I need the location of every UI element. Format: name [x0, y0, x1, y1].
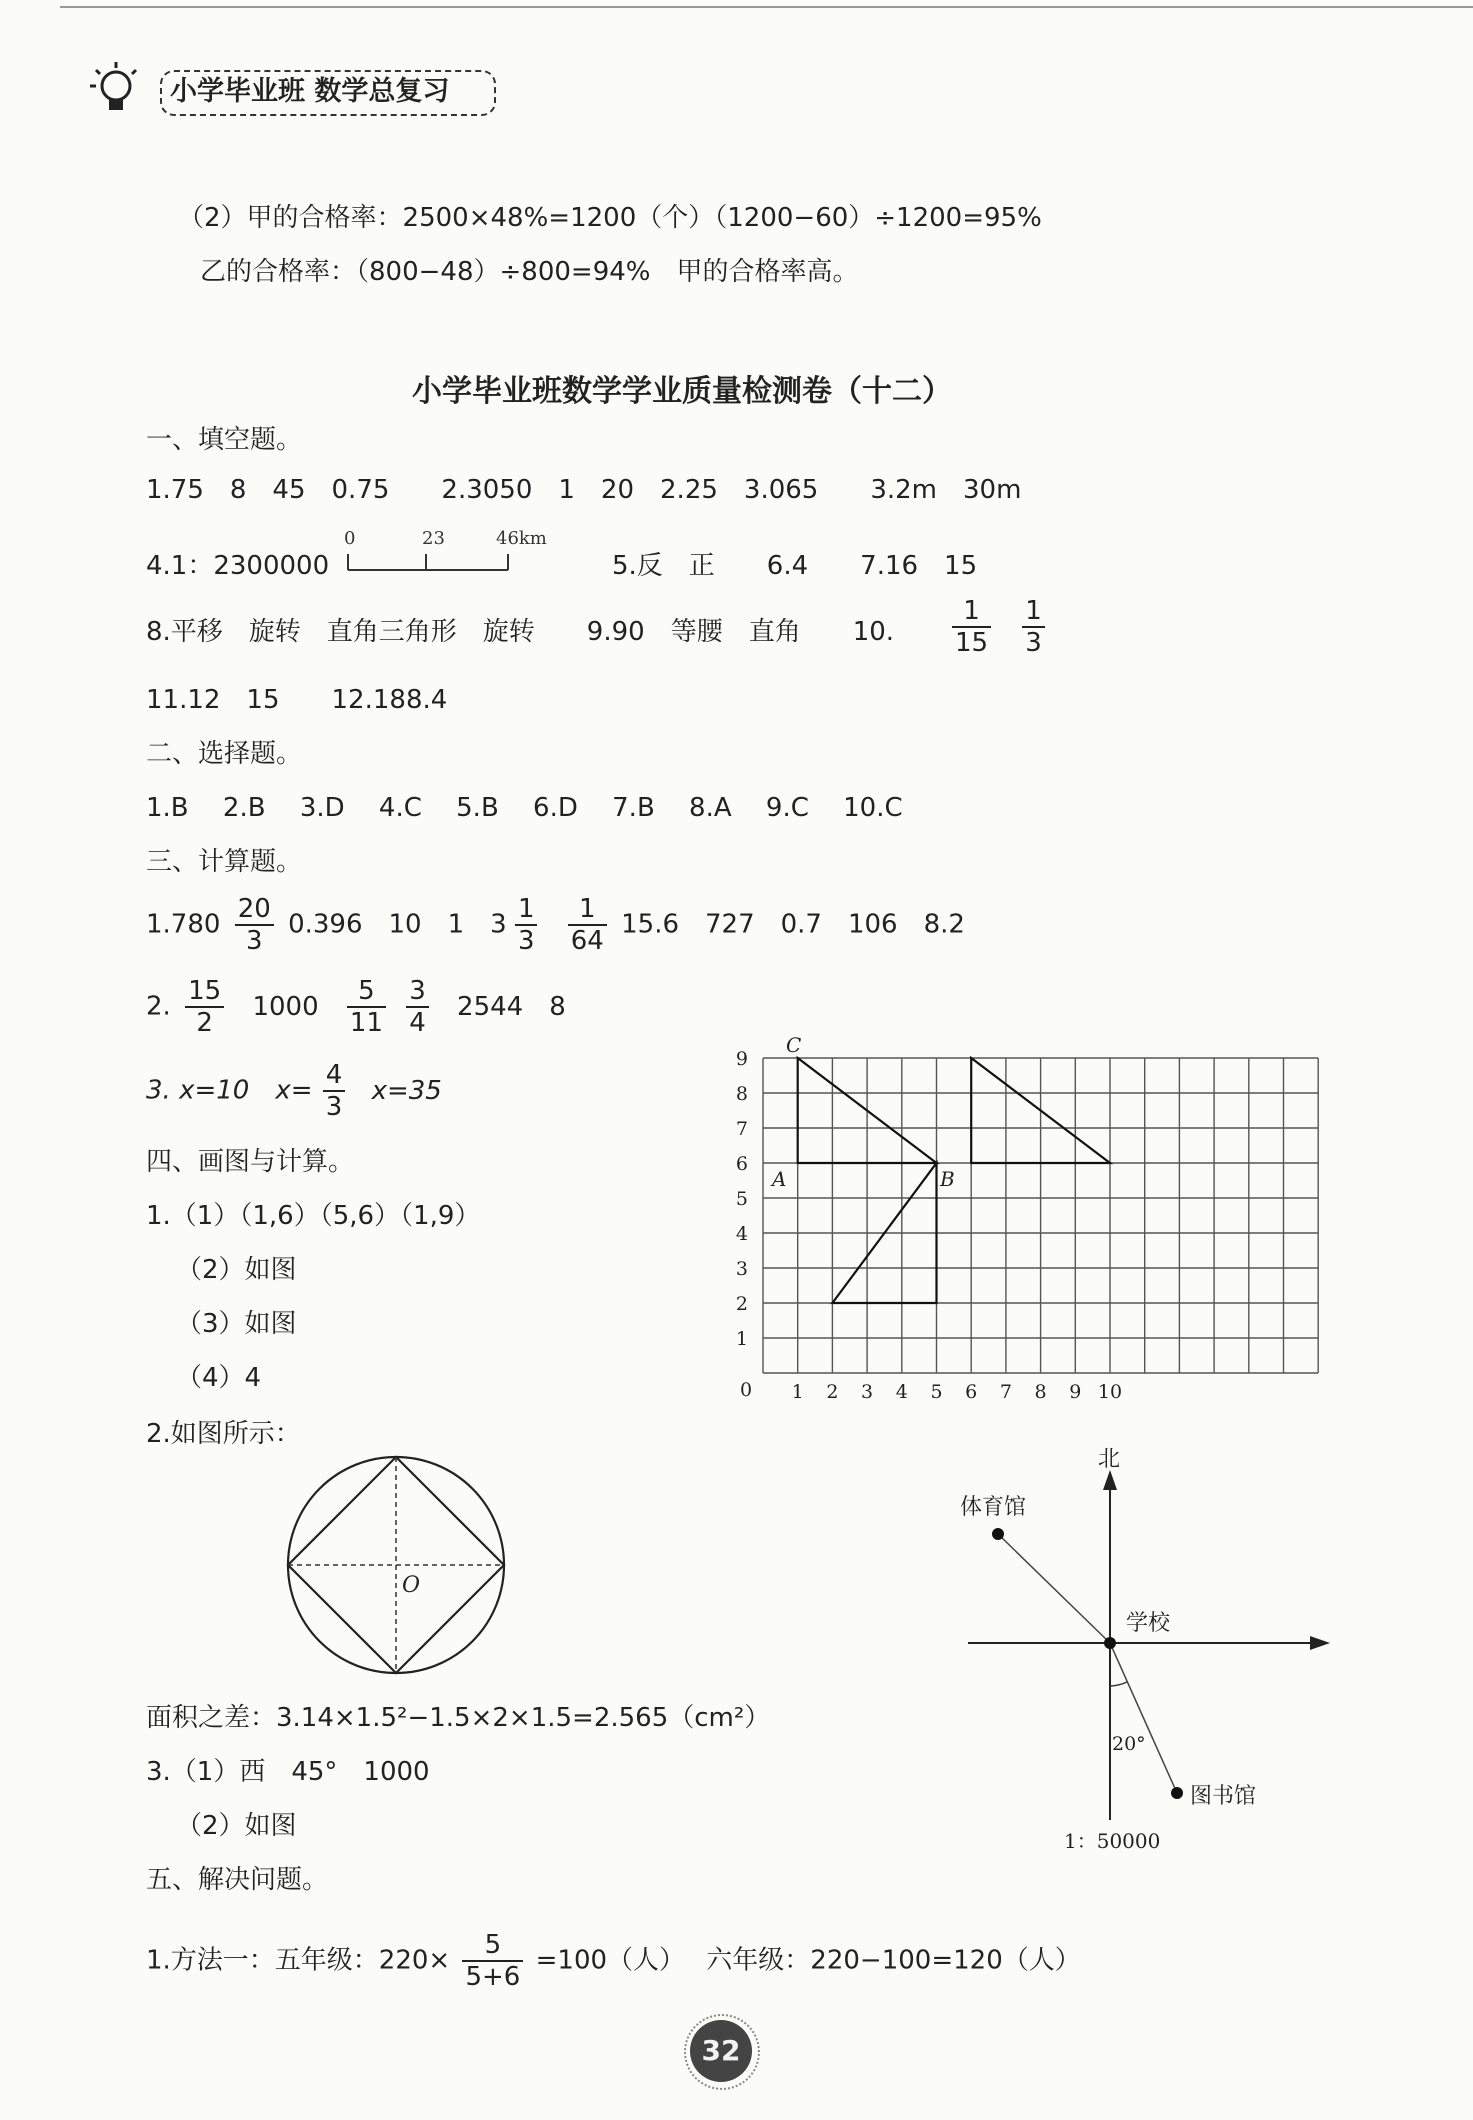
- s3-line-3: [146, 1060, 442, 1122]
- s4-q1b: （2）如图: [176, 1255, 297, 1285]
- s4-area: 面积之差：3.14×1.5²−1.5×2×1.5=2.565（cm²）: [146, 1703, 771, 1733]
- x-tick-labels: [740, 1379, 1122, 1403]
- s5-line-1: [146, 1930, 1081, 1992]
- x-tick: 1: [791, 1381, 804, 1403]
- section-3-heading: 三、计算题。: [146, 847, 303, 877]
- s1-line-3-fractions: [946, 596, 1051, 658]
- point-b-label: B: [940, 1167, 955, 1191]
- fraction: $\frac{4}{3}$: [323, 1060, 346, 1122]
- x-tick: 6: [965, 1381, 978, 1403]
- prev-line-2: 乙的合格率：（800−48）÷800=94% 甲的合格率高。: [200, 257, 859, 287]
- section-1-heading: 一、填空题。: [146, 425, 303, 455]
- header-badge: 小学毕业班 数学总复习: [170, 76, 450, 107]
- y-tick: 6: [735, 1153, 748, 1175]
- coordinate-grid: [720, 1028, 1340, 1408]
- fraction: $\frac{1}{15}$: [952, 596, 991, 658]
- s4-q1: 1.（1）（1,6）（5,6）（1,9）: [146, 1201, 481, 1231]
- angle-label: 20°: [1112, 1733, 1146, 1755]
- x-tick: 3: [861, 1381, 874, 1403]
- fraction: $\frac{5}{5+6}$: [462, 1930, 523, 1992]
- y-tick: 2: [735, 1293, 748, 1315]
- x-tick: 8: [1034, 1381, 1047, 1403]
- s3-l1-text-b: 0.396 10 1 3: [288, 909, 507, 940]
- lightbulb-icon: [86, 58, 148, 120]
- s1-line-1: 1.75 8 45 0.75 2.3050 1 20 2.25 3.065 3.2m 30m: [146, 475, 1022, 505]
- s5-l1-text-b: =100（人） 六年级：220−100=120（人）: [535, 1945, 1081, 1976]
- y-tick-labels: [736, 1048, 748, 1350]
- gym-label: 体育馆: [960, 1495, 1027, 1520]
- scale-tick-46: 46km: [496, 528, 547, 549]
- x-tick: 0: [739, 1379, 753, 1401]
- x-tick: 4: [895, 1381, 908, 1403]
- s4-q3: 3.（1）西 45° 1000: [146, 1757, 430, 1787]
- school-point: [1104, 1637, 1116, 1649]
- y-tick: 9: [735, 1048, 748, 1070]
- s4-q2: 2.如图所示：: [146, 1419, 301, 1449]
- page-number: 32: [690, 2020, 752, 2082]
- s3-l1-text-a: 1.780: [146, 909, 221, 940]
- point-c-label: C: [786, 1033, 802, 1057]
- section-4-heading: 四、画图与计算。: [146, 1147, 355, 1177]
- s1-line-2b: 5.反 正 6.4 7.16 15: [612, 551, 978, 581]
- fraction: $\frac{20}{3}$: [235, 894, 274, 956]
- x-tick: 2: [826, 1381, 839, 1403]
- s3-l2-text-b: 1000: [252, 991, 319, 1022]
- fraction: $\frac{1}{3}$: [1022, 596, 1045, 658]
- gym-point: [992, 1528, 1004, 1540]
- library-point: [1171, 1787, 1183, 1799]
- page-title: 小学毕业班数学学业质量检测卷（十二）: [412, 374, 952, 409]
- s1-line-2a: 4.1：2300000: [146, 551, 330, 581]
- s1-line-4: 11.12 15 12.188.4: [146, 685, 448, 715]
- s4-q1c: （3）如图: [176, 1309, 297, 1339]
- y-tick: 8: [735, 1083, 748, 1105]
- x-tick: 10: [1097, 1381, 1123, 1403]
- y-tick: 5: [735, 1188, 748, 1210]
- school-label: 学校: [1126, 1611, 1171, 1636]
- gym-line: [998, 1534, 1110, 1643]
- s2-line-1: 1.B 2.B 3.D 4.C 5.B 6.D 7.B 8.A 9.C 10.C: [146, 793, 903, 823]
- s4-q1d: （4）4: [176, 1363, 262, 1393]
- x-tick: 5: [930, 1381, 943, 1403]
- top-rule: [60, 6, 1473, 8]
- s3-l1-text-c: 15.6 727 0.7 106 8.2: [621, 909, 965, 940]
- scale-tick-23: 23: [422, 528, 445, 549]
- s3-l2-text-c: 2544 8: [457, 991, 566, 1022]
- s1-line-3-text: 8.平移 旋转 直角三角形 旋转 9.90 等腰 直角 10.: [146, 617, 895, 647]
- north-label: 北: [1098, 1447, 1121, 1472]
- section-5-heading: 五、解决问题。: [146, 1865, 329, 1895]
- s5-l1-text-a: 1.方法一：五年级：220×: [146, 1945, 451, 1976]
- s3-l2-text-a: 2.: [146, 991, 171, 1022]
- scale-tick-0: 0: [344, 528, 356, 549]
- angle-arc: [1110, 1682, 1127, 1686]
- library-label: 图书馆: [1190, 1784, 1257, 1809]
- x-tick: 9: [1069, 1381, 1082, 1403]
- center-label: O: [402, 1573, 421, 1598]
- s3-l3-text-a: 3. x=10 x=: [146, 1075, 313, 1106]
- map-scale: 1：50000: [1064, 1829, 1161, 1853]
- grid-lines: [763, 1058, 1318, 1373]
- fraction: $\frac{1}{64}$: [568, 894, 607, 956]
- fraction: $\frac{5}{11}$: [347, 976, 386, 1038]
- s1-line-3: [146, 616, 894, 648]
- fraction: $\frac{1}{3}$: [515, 894, 538, 956]
- y-tick: 1: [735, 1328, 748, 1350]
- fraction: $\frac{3}{4}$: [406, 976, 429, 1038]
- section-2-heading: 二、选择题。: [146, 739, 303, 769]
- s3-l3-text-b: x=35: [371, 1075, 442, 1106]
- s4-q3b: （2）如图: [176, 1811, 297, 1841]
- s3-line-1: [146, 894, 965, 956]
- point-a-label: A: [772, 1167, 787, 1191]
- fraction: $\frac{15}{2}$: [185, 976, 224, 1038]
- x-tick: 7: [999, 1381, 1012, 1403]
- circle-square-figure: [280, 1450, 530, 1690]
- scale-bar: [340, 522, 547, 578]
- y-tick: 4: [735, 1223, 748, 1245]
- prev-line-1: （2）甲的合格率：2500×48%=1200（个）（1200−60）÷1200=95%: [178, 203, 1042, 233]
- library-line: [1110, 1643, 1177, 1793]
- s3-line-2: [146, 976, 566, 1038]
- y-tick: 7: [735, 1118, 748, 1140]
- direction-map: [960, 1430, 1340, 1860]
- y-tick: 3: [735, 1258, 748, 1280]
